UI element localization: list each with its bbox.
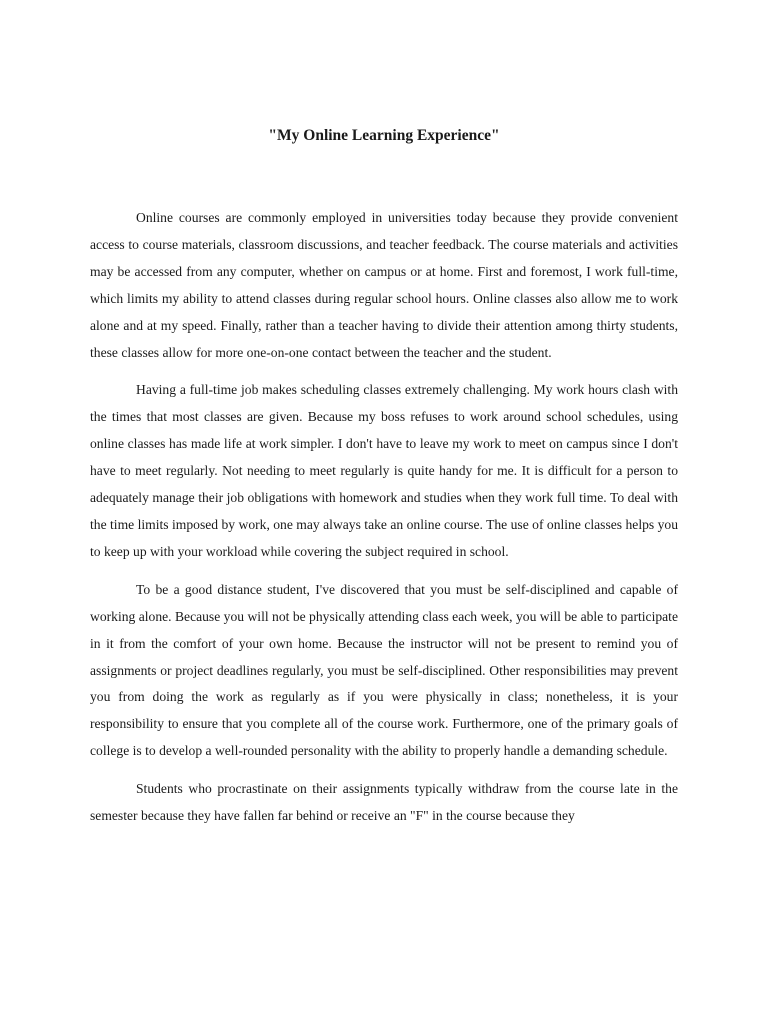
document-body (90, 205, 678, 841)
document-title: "My Online Learning Experience" (268, 127, 500, 144)
paragraph-1: Online courses are commonly employed in universities today because they provide convenient access to course materials, classroom discussions, and teacher feedback. The course materials and activities may be accessed from any computer, whether on campus or at home. First and foremost, I work full-time, which limits my ability to attend classes during regular school hours. Online classes also allow me to work alone and at my speed. Finally, rather than a teacher having to divide their attention among thirty students, these classes allow for more one-on-one contact between the teacher and the student. (90, 210, 678, 360)
paragraph-4: Students who procrastinate on their assignments typically withdraw from the course late in the semester because they have fallen far behind or receive an "F" in the course because they (90, 781, 678, 824)
paragraph-2: Having a full-time job makes scheduling classes extremely challenging. My work hours clash with the times that most classes are given. Because my boss refuses to work around school schedules, using online classes has made life at work simpler. I don't have to leave my work to meet on campus since I don't have to meet regularly. Not needing to meet regularly is quite handy for me. It is difficult for a person to adequately manage their job obligations with homework and studies when they work full time. To deal with the time limits imposed by work, one may always take an online course. The use of online classes helps you to keep up with your workload while covering the subject required in school. (90, 382, 678, 559)
paragraph-3: To be a good distance student, I've discovered that you must be self-disciplined and capable of working alone. Because you will not be physically attending class each week, you will be able to participate in it from the comfort of your own home. Because the instructor will not be present to remind you of assignments or project deadlines regularly, you must be self-disciplined. Other responsibilities may prevent you from doing the work as regularly as if you were physically in class; nonetheless, it is your responsibility to ensure that you complete all of the course work. Furthermore, one of the primary goals of college is to develop a well-rounded personality with the ability to properly handle a demanding schedule. (90, 581, 678, 759)
